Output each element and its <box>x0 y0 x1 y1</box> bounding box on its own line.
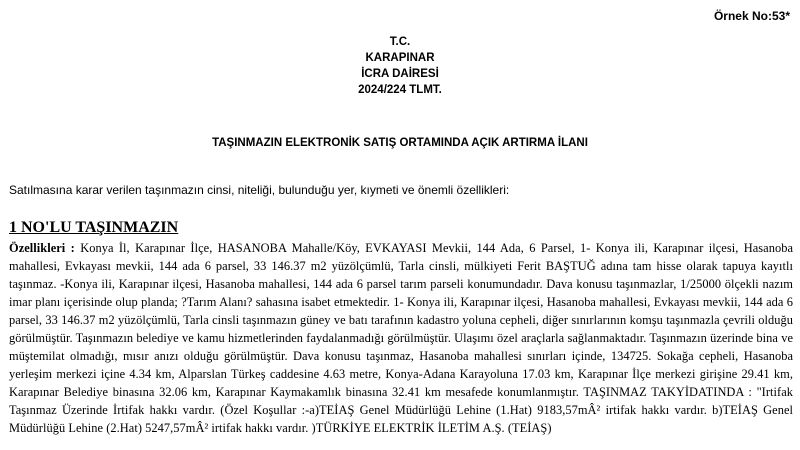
sample-number: Örnek No:53* <box>713 9 790 23</box>
header-office: İCRA DAİRESİ <box>361 68 439 80</box>
property-features-text: Konya İl, Karapınar İlçe, HASANOBA Mahalle/Köy, EVKAYASI Mevkii, 144 Ada, 6 Parsel, 1- Konya ili, Karapınar ilçesi, Hasanoba mahallesi, Evkayası mevkii, 144 ada 6 parsel, 33 146.37 m2 yüzölçümlü, Tarla cinsli, mülkiyeti Ferit BAŞTUĞ adına tam hisse olarak tapuya kayıtlı taşınmaz. -Konya ili, Karapınar ilçesi, Hasanoba mahallesi, 144 ada 6 parsel tarım parseli konumundadır. Dava konusu taşınmazlar, 1/25000 ölçekli nazım imar planı içerisinde olup planda; ?Tarım Alanı? sahasına isabet etmektedir. 1- Konya ili, Karapınar ilçesi, Hasanoba mahallesi, Evkayası mevkii, 144 ada 6 parsel, 33 146.37 m2 yüzölçümlü, Tarla cinsli taşınmazın güney ve batı tarafının kadastro yoluna cepheli, diğer sınırlarının komşu taşınmazla çevrili olduğu görülmüştür. Taşınmazın belediye ve kamu hizmetlerinden faydalanmadığı görülmüştür. Ulaşımı özel araçlarla sağlanmaktadır. Taşınmazın üzerinde bina ve müştemilat olmadığı, mısır anızı olduğu görülmüştür. Dava konusu taşınmaz, Hasanoba mahallesi sınırları içinde, 134725. Sokağa cepheli, Hasanoba yerleşim merkezi içine 4.34 km, Alparslan Türkeş caddesine 4.63 metre, Konya-Adana Karayoluna 17.03 km, Karapınar İlçe merkezi girişine 29.41 km, Karapınar Belediye binasına 32.06 km, Karapınar Kaymakamlık binasına 32.41 km mesafede konumlanmıştır. TAŞINMAZ TAKYİDATINDA : "Irtifak Taşınmaz Üzerinde İrtifak hakkı vardır. (Özel Koşullar :-a)TEİAŞ Genel Müdürlüğü Lehine (1.Hat) 9183,57mÂ² irtifak hakkı vardır. b)TEİAŞ Genel Müdürlüğü Lehine (2.Hat) 5247,57mÂ² irtifak hakkı vardır. )TÜRKİYE ELEKTRİK İLETİM A.Ş. (TEİAŞ) <box>9 241 793 435</box>
header-district: KARAPINAR <box>365 52 435 64</box>
intro-text: Satılmasına karar verilen taşınmazın cinsi, niteliği, bulunduğu yer, kıymeti ve önemli özellikleri: <box>9 183 510 197</box>
announcement-title: TAŞINMAZIN ELEKTRONİK SATIŞ ORTAMINDA AÇIK ARTIRMA İLANI <box>212 137 588 149</box>
property-features-label: Özellikleri : <box>9 241 81 255</box>
property-description <box>9 239 793 437</box>
property-heading: 1 NO'LU TAŞINMAZIN <box>9 219 179 236</box>
header-country: T.C. <box>389 36 411 48</box>
header-file-number: 2024/224 TLMT. <box>358 84 442 96</box>
document-header <box>0 34 800 98</box>
